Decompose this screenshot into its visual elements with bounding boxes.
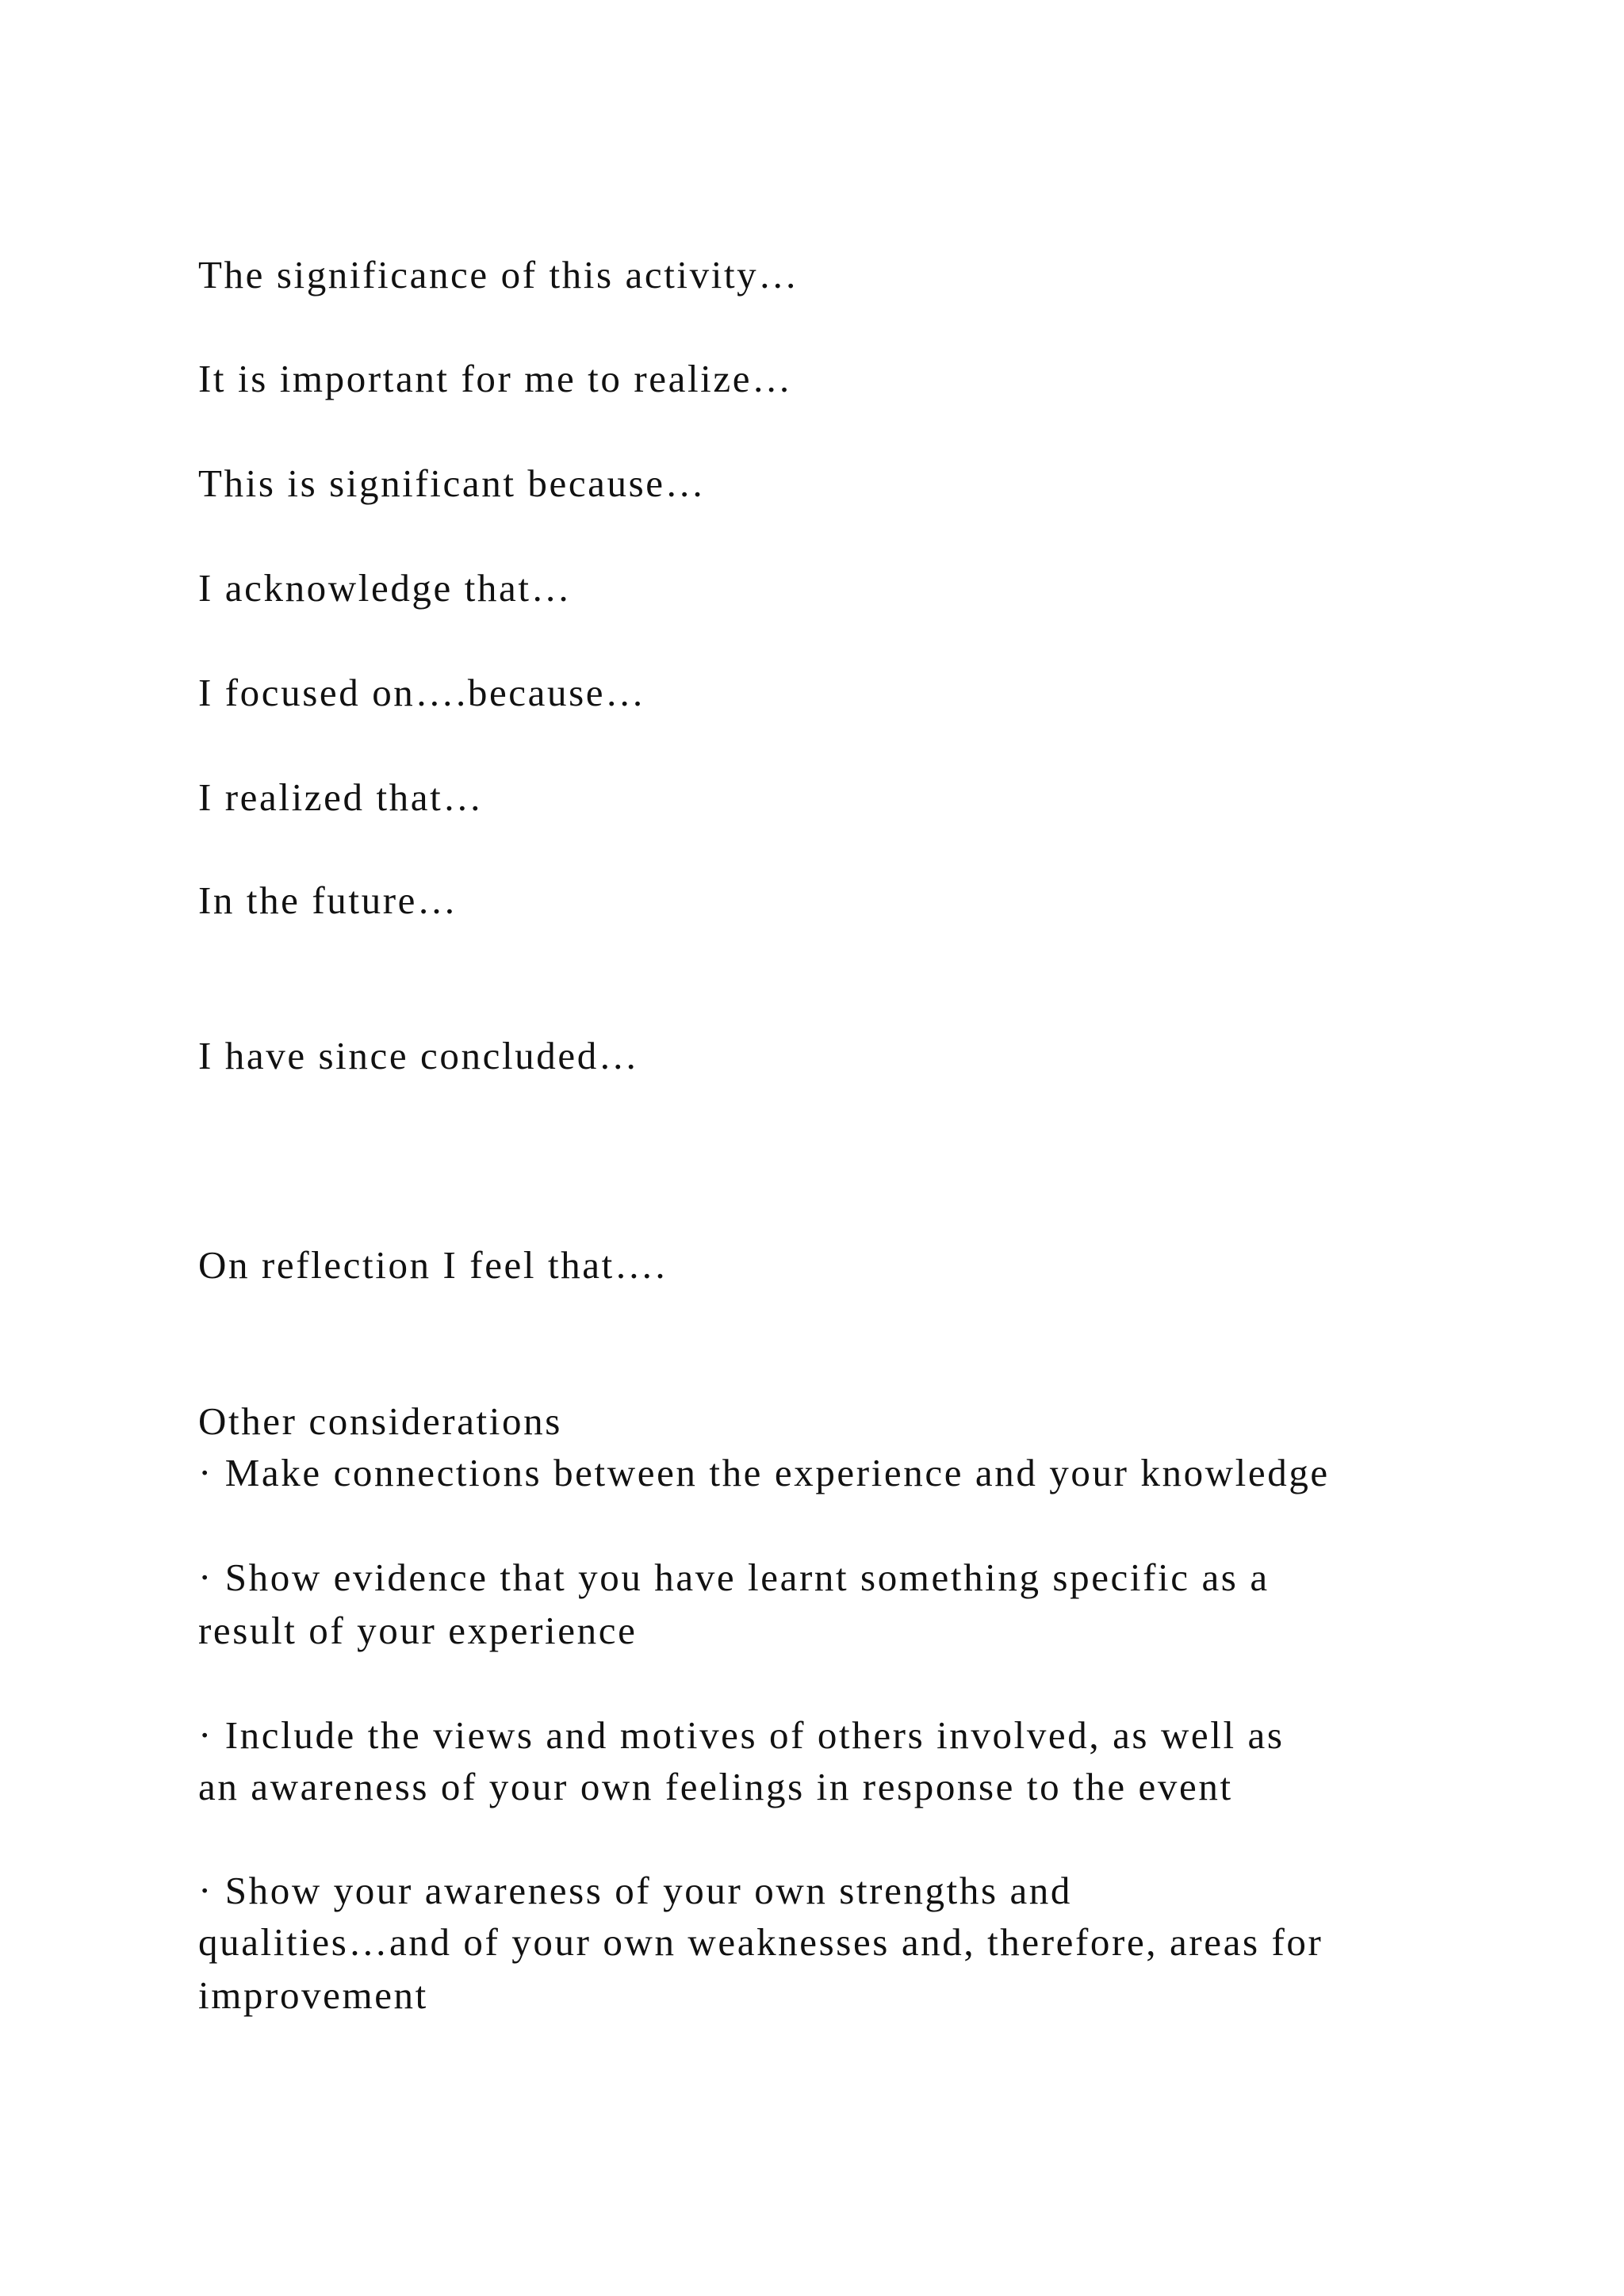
other-considerations-heading: Other considerations — [198, 1399, 562, 1443]
bullet-line: qualities…and of your own weaknesses and, therefore, areas for — [198, 1920, 1323, 1964]
bullet-line: · Show evidence that you have learnt something specific as a — [198, 1556, 1270, 1599]
prompt-acknowledge: I acknowledge that… — [198, 566, 573, 610]
bullet-line: improvement — [198, 1973, 428, 2017]
bullet-line: result of your experience — [198, 1609, 638, 1652]
prompt-significant-because: This is significant because… — [198, 461, 707, 505]
bullet-line: · Make connections between the experience and your knowledge — [198, 1451, 1330, 1494]
prompt-future: In the future… — [198, 878, 458, 922]
bullet-line: · Show your awareness of your own strengths and — [198, 1869, 1073, 1912]
prompt-significance: The significance of this activity… — [198, 253, 799, 297]
prompt-reflection: On reflection I feel that…. — [198, 1243, 668, 1287]
prompt-realized: I realized that… — [198, 775, 484, 819]
bullet-line: · Include the views and motives of others involved, as well as — [198, 1713, 1285, 1757]
bullet-line: an awareness of your own feelings in response to the event — [198, 1765, 1233, 1808]
prompt-concluded: I have since concluded… — [198, 1034, 640, 1077]
prompt-important: It is important for me to realize… — [198, 357, 793, 400]
prompt-focused-on: I focused on….because… — [198, 671, 646, 714]
